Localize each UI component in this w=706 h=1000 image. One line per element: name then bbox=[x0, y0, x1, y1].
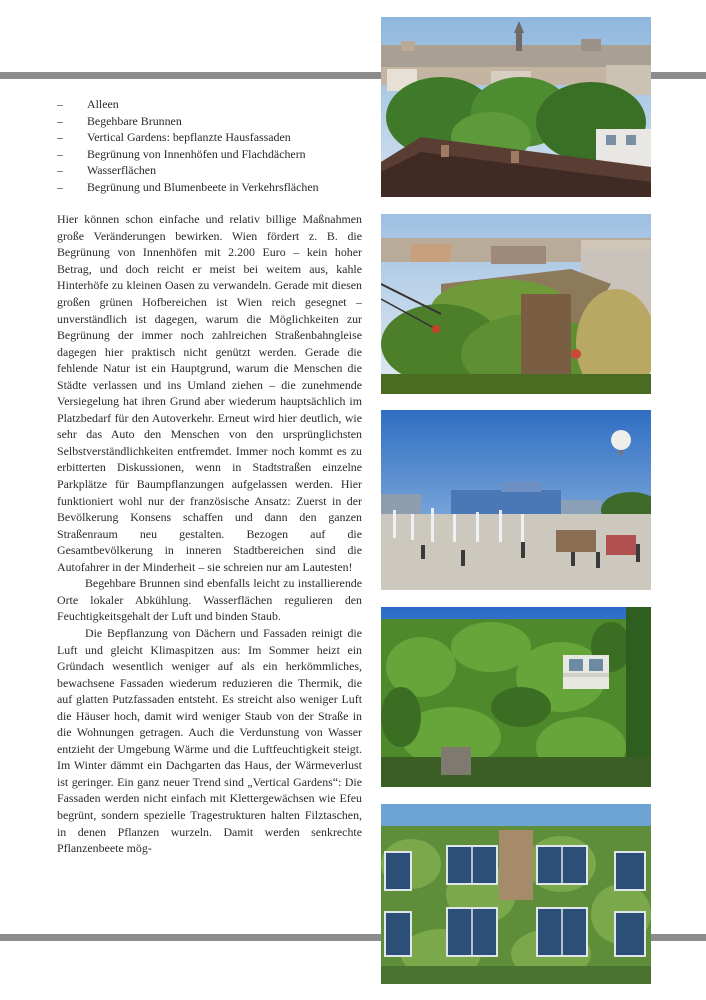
photo-vienna-skyline-courtyard bbox=[381, 17, 651, 197]
dash-bullet-icon: – bbox=[57, 179, 63, 194]
dash-bullet-icon: – bbox=[57, 97, 63, 111]
dash-bullet-icon: – bbox=[57, 113, 63, 128]
body-paragraph: Begehbare Brunnen sind ebenfalls leicht zu installierende Orte lokaler Abkühlung. Wasserflächen regulieren den Feuchtigkeitsgehalt der Luft und binden Staub. bbox=[57, 576, 362, 624]
dash-bullet-icon: – bbox=[57, 130, 63, 145]
measures-list bbox=[57, 96, 362, 195]
photo-ivy-facade bbox=[381, 607, 651, 787]
list-item: – Begrünung von Innenhöfen und Flachdächern bbox=[57, 146, 306, 161]
photo-vertical-garden bbox=[381, 804, 651, 984]
body-paragraph: Die Bepflanzung von Dächern und Fassaden reinigt die Luft und gleicht Klimaspitzen aus: Im Sommer heizt ein Gründach wesentlich weniger auf als ein herkömmliches, bewachsene Fassaden wiederum reduzieren die Thermik, die auf glatten Putzfassaden entsteht. Es streicht also weniger Luft die Häuser hoch, damit wird weniger Staub von der Straße in die Wohnungen getragen. Auch die Verdunstung von Wasser entzieht der Umgebung Wärme und die Luftfeuchtigkeit steigt. Im Winter dämmt ein Dachgarten das Haus, der Wärmeverlust ist geringer. Ein ganz neuer Trend sind „Vertical Gardens“: Die Fassaden werden nicht einfach mit Klettergewächsen wie Efeu begrünt, sondern spezielle Tragestrukturen halten Filztaschen, in denen Pflanzen wurzeln. Damit werden senkrechte Pflanzenbeete mög- bbox=[57, 625, 362, 856]
list-item: – Alleen bbox=[57, 97, 119, 111]
list-item: – Vertical Gardens: bepflanzte Hausfassaden bbox=[57, 130, 291, 145]
list-item: – Begrünung und Blumenbeete in Verkehrsflächen bbox=[57, 179, 319, 194]
text-column bbox=[57, 96, 362, 857]
dash-bullet-icon: – bbox=[57, 146, 63, 161]
list-item: – Begehbare Brunnen bbox=[57, 113, 182, 128]
photo-walkable-fountain bbox=[381, 410, 651, 590]
body-paragraph: Hier können schon einfache und relativ billige Maßnahmen große Veränderungen bewirken. Wien fördert z. B. die Begrünung von Innenhöfen mit 2.200 Euro – kein hoher Betrag, und doch reicht er meist bei weitem aus, kahle Hinterhöfe zu kleinen Oasen zu verwandeln. Gerade mit diesen großen grünen Hofbereichen ist Wien reich gesegnet – unverständlich ist dagegen, warum die Möglichkeiten zur Begrünung der immer noch zahlreichen Straßenbahngleise dagegen hier praktisch nicht genützt werden. Gerade die fehlende Natur ist ein Hauptgrund, warum die Menschen die Städte verlassen und ins Umland ziehen – die zunehmende Versiegelung hat ihren Grund aber wiederum hauptsächlich im Platzbedarf für den Autoverkehr. Erneut wird hier deutlich, wie sehr das Auto den Menschen von den ursprünglichsten Selbstverständlichkeiten entfremdet. Immer noch kommt es zu erbitterten Diskussionen, wenn in Stadtstraßen einzelne Parkplätze für Baumpflanzungen aufgelassen werden. Hier funktioniert wohl nur der französische Ansatz: Zuerst in der Bevölkerung Konsens schaffen und dann den ganzen Straßenraum neu gestalten. Bezogen auf die Gesamtbevölkerung in inneren Stadtbereichen sind die Autofahrer in der Minderheit – sie schreien nur am Lautesten! bbox=[57, 212, 362, 574]
dash-bullet-icon: – bbox=[57, 163, 63, 178]
photo-rooftop-garden bbox=[381, 214, 651, 394]
list-item: – Wasserflächen bbox=[57, 163, 157, 178]
